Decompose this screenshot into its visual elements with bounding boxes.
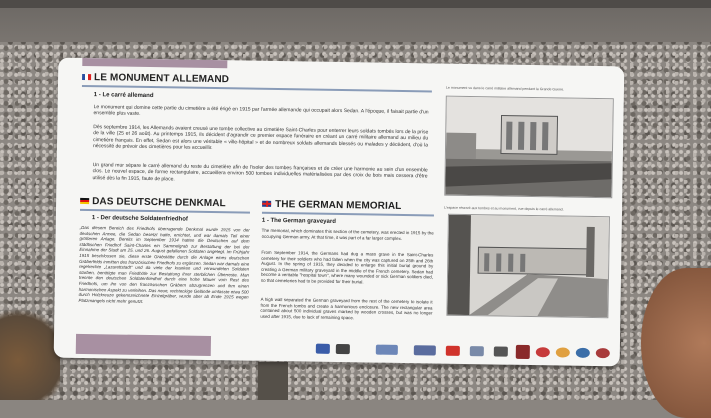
french-paragraph-1: Le monument qui domine cette partie du cimetière a été érigé en 1915 par l'armée allemande qui occupait alors Sedan. A l'époque, il faisait partie d'un ensemble plus vaste. — [93, 104, 429, 118]
partner-logo-4 — [414, 345, 436, 355]
french-paragraph-2: Dès septembre 1914, les Allemands avaient creusé une tombe collective au cimetière Saint-Charles pour enterrer leurs soldats tombés lors de la prise de la ville (25 et 26 août). Au printemps 1915, ils décident d'agrandir ce premier espace funéraire en créant un carré militaire allemand au milieu du cimetière français. En effet, Sedan est alors une véritable « ville-hôpital » et de nombreux soldats allemands blessés ou malades y décèdent, d'où la nécessité de prévoir des cimetières pour les accueillir. — [92, 124, 429, 152]
partner-logo-6 — [470, 346, 484, 356]
uk-flag-icon — [262, 201, 271, 207]
partner-logo-10 — [556, 347, 570, 357]
french-title: LE MONUMENT ALLEMAND — [93, 72, 230, 86]
partner-logo-5 — [446, 346, 460, 356]
partner-logo-2 — [336, 344, 350, 354]
historic-monument-photo — [444, 96, 614, 199]
partner-logo-7 — [494, 346, 508, 356]
german-rule — [80, 209, 250, 214]
partner-logo-11 — [576, 348, 590, 358]
photo-1-caption: Le monument vu dans le carré militaire allemand pendant la Grande Guerre. — [445, 85, 565, 92]
partner-logo-3 — [376, 345, 398, 355]
redacted-strip-top — [82, 58, 227, 68]
dead-leaves — [0, 300, 60, 400]
stone-wall — [0, 0, 711, 42]
information-sign — [54, 58, 625, 367]
english-title: THE GERMAN MEMORIAL — [275, 198, 402, 212]
partner-logo-8 — [516, 345, 530, 359]
german-title: DAS DEUTSCHE DENKMAL — [92, 196, 226, 210]
german-paragraph: „Das diesem Bereich des Friedhofs überragende Denkmal wurde 1915 von der deutschen Armee, die Sedan besetzt hatte, errichtet, und war damals Teil einer größeren Anlage. Bereits im September 1914 hatten die Deutschen auf dem städtischen Friedhof Saint-Charles ein Sammelgrab zur Bestattung der bei der Einnahme der Stadt am 25. und 26. August gefallenen Soldaten angelegt. Im Frühjahr 1915 beschlossen sie, diese erste Grabstätte durch die Anlage eines deutschen Gräberfelds inmitten des französischen Friedhofs zu ergänzen. Sedan war damals eine regelrechte „Lazarettstadt“ und da viele der kranken und verwundeten Soldaten starben, benötigte man Friedhöfe zur Bestattung ihrer sterblichen Überreste. Man trennte den deutschen Soldatenfriedhof durch eine hohe Mauer vom Rest des Friedhofs, um ihn von den französischen Gräbern abzugrenzen und ihm einen harmonischen Aspekt zu verleihen. Das neue, rechteckige Gelände umfasste etwa 500 durch Holzkreuze gekennzeichnete Einzelgräber, wurde aber ab Ende 1915 wegen Platzmangels nicht mehr genutzt. — [78, 224, 250, 304]
english-rule — [262, 212, 434, 217]
title-rule — [82, 85, 432, 92]
germany-flag-icon — [80, 198, 89, 204]
photo-2-caption: L'espace réservé aux tombes et au monument, vue depuis le carré allemand. — [444, 205, 564, 212]
english-paragraph-2: From September 1914, the Germans had dug a mass grave in the Saint-Charles cemetery for their soldiers who had fallen when the city was captured on 25th and 26th August. In the spring of 1915, they decided to enlarge this initial burial ground by creating a German military graveyard in the middle of the French cemetery. Sedan had become a veritable "hospital town", where many wounded or sick German soldiers died, so that cemeteries had to be provided for their burial. — [260, 249, 434, 285]
partner-logo-9 — [536, 347, 550, 357]
france-flag-icon — [82, 74, 91, 80]
english-paragraph-1: The memorial, which dominates this section of the cemetery, was erected in 1915 by the occupying German army. At that time, it was part of a far larger complex. — [261, 227, 434, 241]
redacted-strip-bottom — [76, 334, 211, 356]
historic-graveyard-photo — [446, 214, 610, 319]
sign-post — [258, 362, 288, 400]
english-subtitle: 1 - The German graveyard — [261, 217, 336, 225]
french-subtitle: 1 - Le carré allemand — [93, 92, 154, 100]
partner-logo-1 — [316, 344, 330, 354]
german-subtitle: 1 - Der deutsche Soldatenfriedhof — [91, 215, 188, 223]
partner-logo-12 — [596, 348, 610, 358]
english-paragraph-3: A high wall separated the German graveyard from the rest of the cemetery to isolate it from the French tombs and create a harmonious enclosure. The new rectangular area contained about 500 individual graves marked by wooden crosses, but was no longer used after 1915, due to lack of remaining space. — [260, 296, 433, 321]
french-paragraph-3: Un grand mur sépare le carré allemand du reste du cimetière afin de l'isoler des tombes françaises et de créer une harmonie au sein d'un ensemble clos. Le nouvel espace, de forme rectangulaire, accueillera environ 500 tombes individuelles matérialisées par des croix de bois mais cessera d'être utilisé dès la fin 1915, faute de place. — [92, 162, 428, 183]
